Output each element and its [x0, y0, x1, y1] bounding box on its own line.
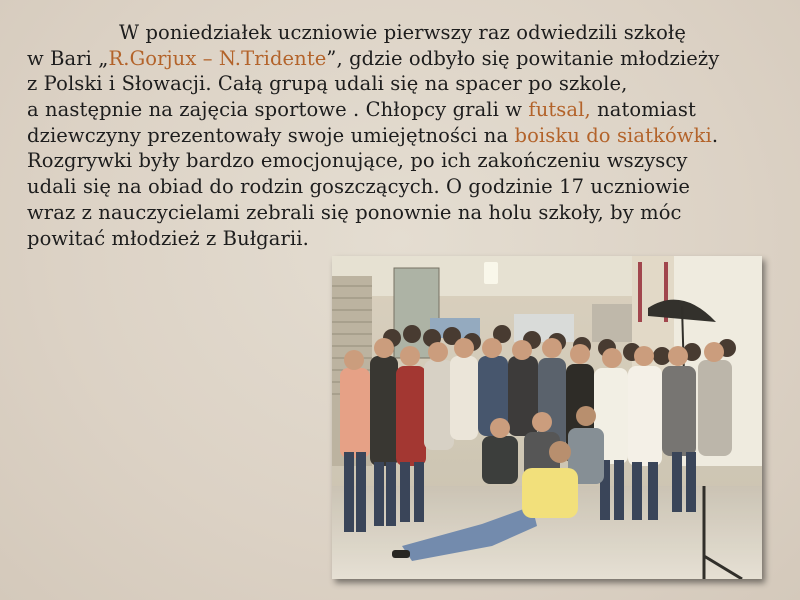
- text-line: [27, 20, 787, 46]
- paragraph-text: [27, 20, 787, 251]
- text-line: [27, 148, 787, 174]
- group-photo-illustration: [332, 256, 762, 579]
- text-line: [27, 97, 787, 123]
- text-segment: wraz z nauczycielami zebrali się ponownie na holu szkoły, by móc: [27, 200, 682, 224]
- text-line: [27, 200, 787, 226]
- text-segment: dziewczyny prezentowały swoje umiejętności na: [27, 123, 515, 147]
- text-segment: Rozgrywki były bardzo emocjonujące, po ich zakończeniu wszyscy: [27, 149, 688, 173]
- text-segment: ”, gdzie odbyło się powitanie młodzieży: [326, 46, 720, 70]
- text-segment: .: [711, 123, 719, 147]
- text-line: [27, 71, 787, 97]
- text-segment: a następnie na zajęcia sportowe . Chłopcy grali w: [27, 98, 529, 122]
- group-photo: [332, 256, 762, 579]
- text-line: [27, 226, 787, 252]
- text-segment: W poniedziałek uczniowie pierwszy raz odwiedzili szkołę: [119, 21, 686, 44]
- text-segment: powitać młodzież z Bułgarii.: [27, 226, 309, 250]
- futsal-highlight: futsal,: [528, 98, 591, 122]
- text-segment: w Bari „: [27, 46, 109, 70]
- text-segment: udali się na obiad do rodzin goszczących. O godzinie 17 uczniowie: [27, 175, 691, 199]
- text-segment: z Polski i Słowacji. Całą grupą udali się na spacer po szkole,: [27, 72, 628, 96]
- text-line: [27, 123, 787, 149]
- volleyball-court-highlight: boisku do siatkówki: [514, 123, 712, 147]
- text-segment: natomiast: [590, 98, 696, 122]
- school-name-highlight: R.Gorjux – N.Tridente: [108, 46, 327, 70]
- text-line: [27, 174, 787, 200]
- text-line: [27, 46, 787, 72]
